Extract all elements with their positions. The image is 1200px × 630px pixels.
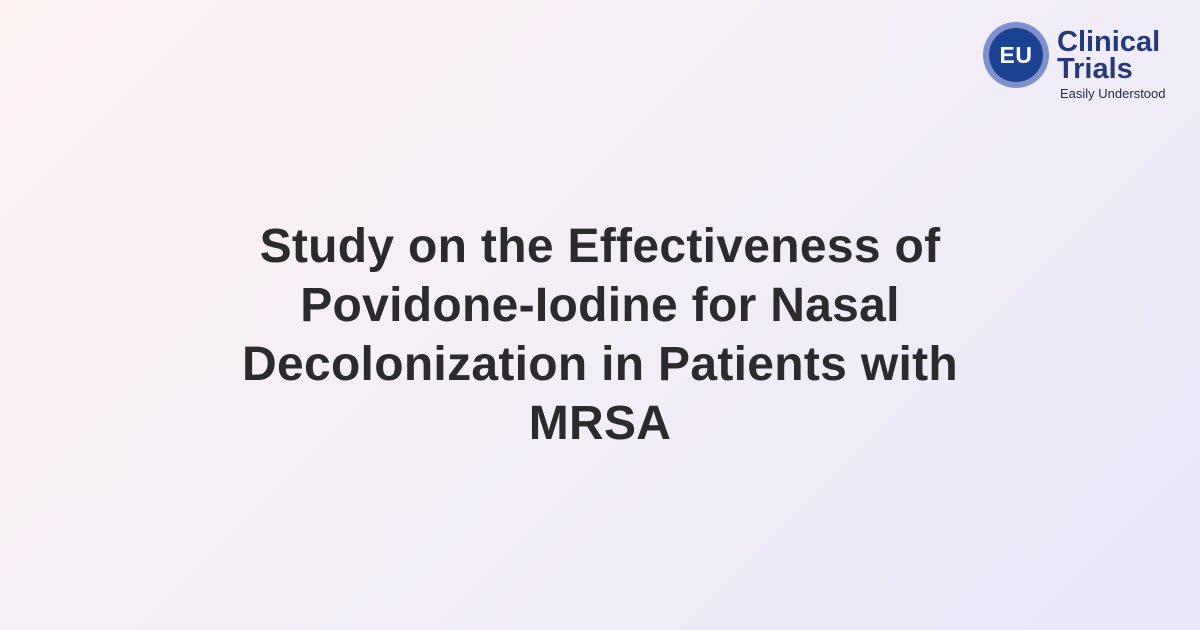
title-line-2: Povidone-Iodine for Nasal: [300, 279, 900, 332]
title-line-1: Study on the Effectiveness of: [259, 220, 941, 273]
brand-logo: [983, 22, 1183, 104]
logo-wordmark-line-1: Clinical: [1057, 26, 1161, 58]
title-line-3: Decolonization in Patients with: [241, 338, 958, 391]
page-title: [150, 217, 1050, 453]
logo-tagline: Easily Understood: [1060, 86, 1166, 101]
title-line-4: MRSA: [528, 397, 672, 450]
logo-badge-text: EU: [999, 41, 1033, 68]
logo-wordmark-line-2: Trials: [1057, 53, 1133, 85]
logo-badge: [983, 22, 1049, 88]
logo-badge-circle: [989, 28, 1043, 82]
